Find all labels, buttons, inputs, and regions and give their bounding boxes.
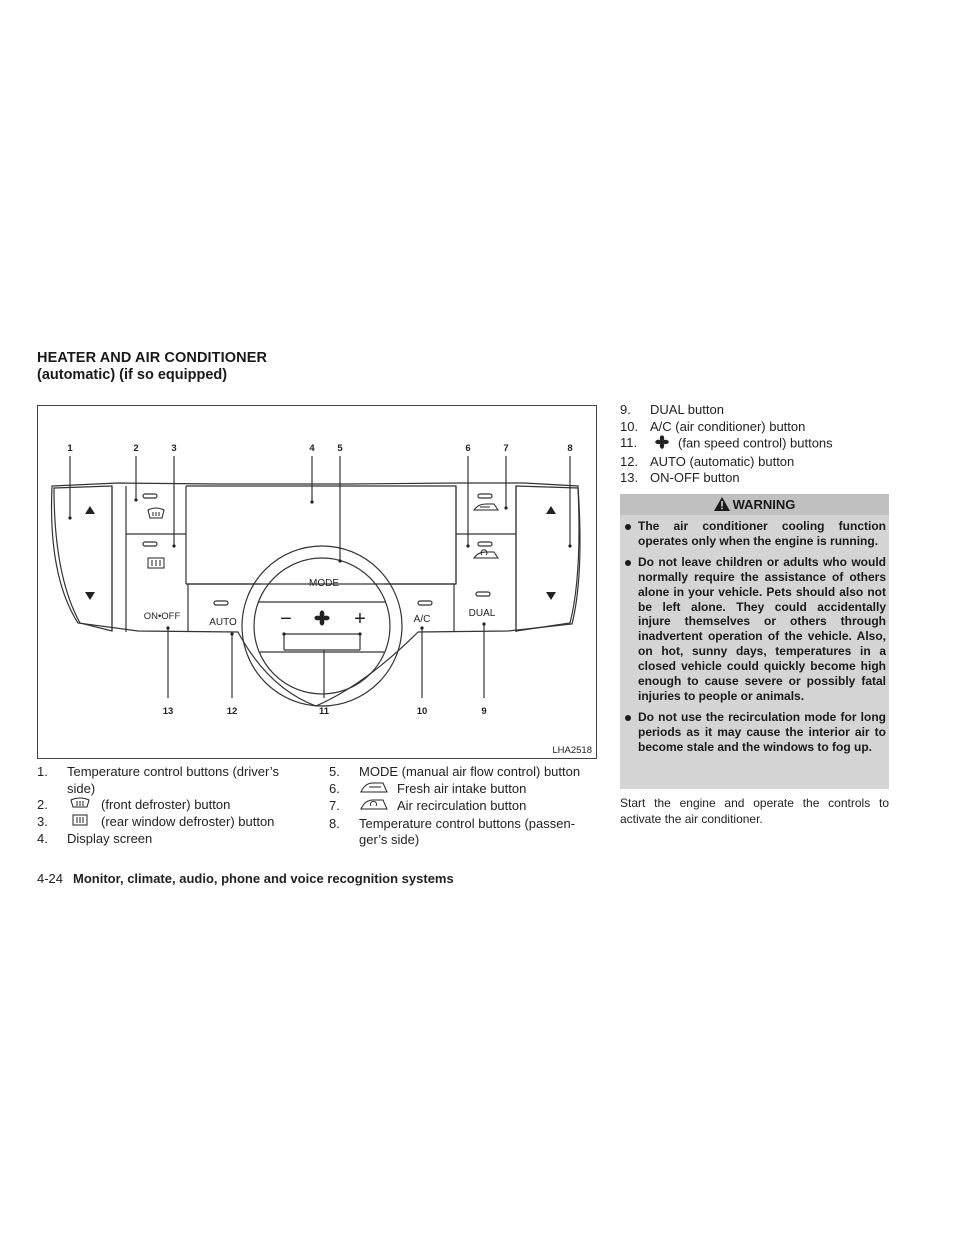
- list-item: 2. (front defroster) button: [37, 797, 231, 812]
- callout: 5: [337, 443, 343, 454]
- callout: 7: [503, 443, 509, 454]
- minus-label: −: [280, 608, 292, 630]
- fan-icon: [314, 610, 329, 625]
- warning-title: WARNING: [732, 497, 796, 512]
- section-heading: [37, 350, 267, 384]
- plus-label: +: [354, 608, 366, 630]
- recirculation-icon: [359, 798, 389, 816]
- list-item: 8. Temperature control buttons (passen- ger’s side): [329, 815, 576, 847]
- callout: 8: [567, 443, 573, 454]
- warning-box: [620, 494, 889, 789]
- legend-list-middle: [329, 764, 599, 849]
- callout: 11: [318, 706, 330, 717]
- page-number: 4-24: [37, 871, 64, 886]
- recirculation-icon: [474, 550, 498, 558]
- list-item: 4. Display screen: [37, 830, 153, 846]
- panel-outline: [52, 483, 580, 706]
- figure-code: LHA2518: [552, 745, 592, 756]
- warning-bullet: Do not use the recirculation mode for long periods as it may cause the interior air to become stale and the windows to fog up.: [624, 710, 886, 755]
- callout: 6: [465, 443, 471, 454]
- callout: 12: [226, 706, 238, 717]
- warning-icon: [714, 496, 730, 517]
- control-panel-figure: [37, 405, 597, 759]
- section-title: HEATER AND AIR CONDITIONER: [37, 350, 268, 366]
- list-item: 11. (fan speed control) buttons: [620, 435, 900, 454]
- list-item: 5. MODE (manual air flow control) button: [329, 764, 581, 779]
- page-footer: [37, 871, 454, 886]
- callout: 4: [309, 443, 315, 454]
- list-item: 9. DUAL button: [620, 402, 724, 417]
- list-item: 7. Air recirculation button: [329, 798, 599, 816]
- callout: 10: [416, 706, 428, 717]
- auto-label: AUTO: [209, 617, 237, 628]
- list-item: 6. Fresh air intake button: [329, 781, 599, 799]
- fan-icon: [654, 435, 670, 454]
- rear-defroster-icon: [148, 558, 164, 568]
- chapter-title: Monitor, climate, audio, phone and voice recognition systems: [73, 871, 454, 886]
- callout: 13: [162, 706, 174, 717]
- callout: 1: [67, 443, 73, 454]
- list-item: 13. ON-OFF button: [620, 470, 740, 485]
- fresh-air-icon: [474, 504, 498, 510]
- ac-label: A/C: [413, 614, 431, 625]
- warning-header: [620, 494, 889, 515]
- mode-label: MODE: [309, 578, 339, 589]
- front-defroster-icon: [148, 508, 164, 518]
- fresh-air-icon: [359, 781, 389, 799]
- callout: 9: [481, 706, 487, 717]
- warning-bullet: The air conditioner cooling function operates only when the engine is running.: [624, 519, 886, 549]
- front-defroster-icon: [67, 797, 93, 814]
- body-paragraph: Start the engine and operate the controls to activate the air conditioner.: [620, 796, 889, 826]
- warning-bullet: Do not leave children or adults who would normally require the assistance of others alone in your vehicle. Pets should also not be left alone. They could accidentally injure themselves or others through inadvertent operation of the vehicle. Also, on hot, sunny days, temperatures in a closed vehicle could quickly become high enough to cause severe or possibly fatal injuries to people or animals.: [624, 555, 886, 704]
- callout: 2: [133, 443, 139, 454]
- on-off-label: ON•OFF: [143, 611, 181, 622]
- dual-label: DUAL: [468, 608, 496, 619]
- control-panel-illustration: [38, 406, 596, 758]
- list-item: 3. (rear window defroster) button: [37, 813, 275, 829]
- section-subtitle: (automatic) (if so equipped): [37, 367, 228, 383]
- legend-list-left: [37, 764, 307, 847]
- rear-defroster-icon: [67, 814, 93, 831]
- list-item: 1. Temperature control buttons (driver’s side): [37, 764, 279, 796]
- list-item: 10. A/C (air conditioner) button: [620, 418, 806, 434]
- callout: 3: [171, 443, 177, 454]
- legend-list-right: [620, 402, 900, 487]
- list-item: 12. AUTO (automatic) button: [620, 453, 795, 469]
